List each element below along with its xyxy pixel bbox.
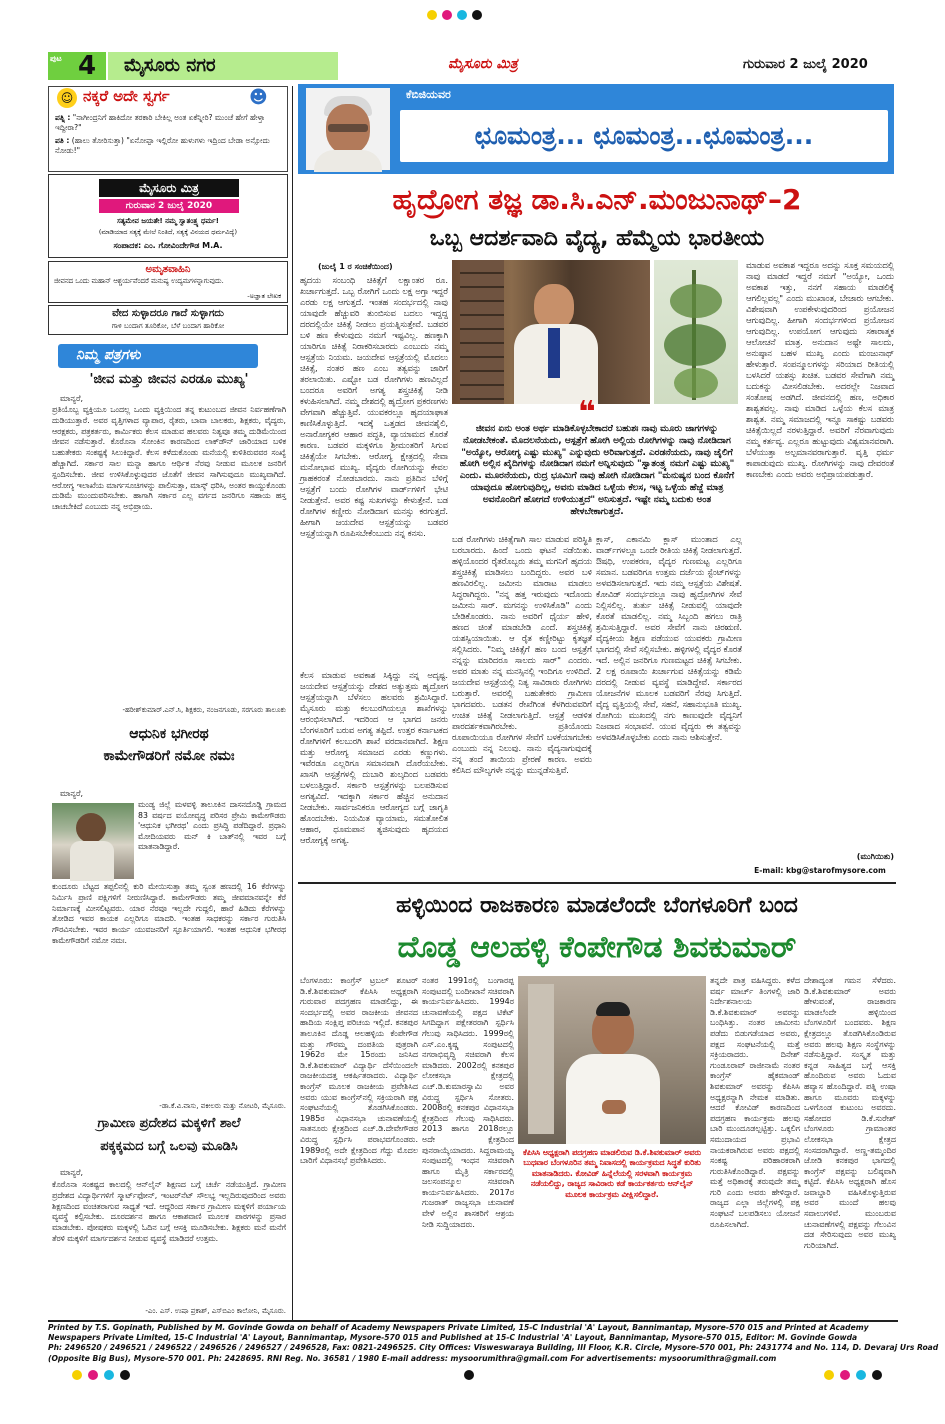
letter-1-signature: -ಹರೀಶ್‌ಕುಮಾರ್.ಎನ್.ಸಿ, ಶಿಕ್ಷಕರು, ನಂಜನಗೂಡು, ಸರಗೂರು ತಾಲೂಕು (122, 706, 286, 714)
registration-mark-bottom-r-black (872, 1370, 882, 1380)
proverb-box (48, 305, 288, 335)
letter-2-title-line1: ಆಧುನಿಕ ಭಗೀರಥ (129, 726, 209, 742)
page-label: ಪುಟ (50, 54, 62, 63)
letter-3-title (52, 1116, 286, 1154)
column-title: ಛೂಮಂತ್ರ... ಛೂಮಂತ್ರ...ಛೂಮಂತ್ರ... (400, 110, 888, 162)
story2-col2: ನಂತರ 1991ರಲ್ಲಿ ಬಂಗಾರಪ್ಪ ಸಂಪುಟದಲ್ಲಿ ಬಂದೀಖಾನೆ ಸಚಿವರಾಗಿ ಕಾರ್ಯನಿರ್ವಹಿಸಿದರು. 1994ರ ಚುನಾವಣೆಯಲ್ಲಿ ಪಕ್ಷದ ಟಿಕೆಟ್ ಸಿಗದಿದ್ದಾಗ ಪಕ್ಷೇತರರಾಗಿ ಸ್ಪರ್ಧಿಸಿ ಗೆಲುವು ಸಾಧಿಸಿದರು. 1999ರಲ್ಲಿ ಎಸ್.ಎಂ.ಕೃಷ್ಣ ಸಂಪುಟದಲ್ಲಿ ನಗರಾಭಿವೃದ್ಧಿ ಸಚಿವರಾಗಿ ಕೆಲಸ ಮಾಡಿದರು. 2002ರಲ್ಲಿ ಕನಕಪುರ ಲೋಕಸಭಾ ಕ್ಷೇತ್ರದಲ್ಲಿ ಎಚ್.ಡಿ.ಕುಮಾರಸ್ವಾಮಿ ಅವರ ವಿರುದ್ಧ ಸ್ಪರ್ಧಿಸಿ ಸೋತರು. 2008ರಲ್ಲಿ ಕನಕಪುರ ವಿಧಾನಸಭಾ ಕ್ಷೇತ್ರದಿಂದ ಗೆಲುವು ಸಾಧಿಸಿದರು. 2013 ಹಾಗೂ 2018ರಲ್ಲೂ ಅದೇ ಕ್ಷೇತ್ರದಿಂದ ಪುನರಾಯ್ಕೆಯಾದರು. ಸಿದ್ದರಾಮಯ್ಯ ಸಂಪುಟದಲ್ಲಿ ಇಂಧನ ಸಚಿವರಾಗಿ ಹಾಗೂ ಮೈತ್ರಿ ಸರ್ಕಾರದಲ್ಲಿ ಜಲಸಂಪನ್ಮೂಲ ಸಚಿವರಾಗಿ ಕಾರ್ಯನಿರ್ವಹಿಸಿದರು. 2017ರ ಗುಜರಾತ್ ರಾಜ್ಯಸಭಾ ಚುನಾವಣೆ ವೇಳೆ ಅಲ್ಲಿನ ಶಾಸಕರಿಗೆ ಆಶ್ರಯ ನೀಡಿ ಸುದ್ದಿಯಾದರು. (422, 976, 514, 1229)
herb-photo (654, 260, 738, 404)
story1-col5: ಮಾಡುವ ಅವಕಾಶ ಇದ್ದರೂ ಅದನ್ನು ಸೂಕ್ತ ಸಮಯದಲ್ಲಿ ನಾವು ಮಾಡದೆ ಇದ್ದರೆ ನಮಗೆ "ಅಯ್ಯೋ, ಒಂದು ಅವಕಾಶ ಇತ್ತು, ನನಗೆ ಸಹಾಯ ಮಾಡಲಿಕ್ಕೆ ಆಗಲಿಲ್ಲವಲ್ಲ" ಎಂದು ಮುಖಾಂತ, ಬೇಜಾರು ಆಗಬೇಕು. ವಿಶೇಷವಾಗಿ ಉಪಕೇಳುವುದರಿಂದ ಪ್ರಯೋಜನ ಆಗುವುದಿಲ್ಲ. ಹೀಗಾಗಿ ಸಂದರ್ಭಗಳಿಂದ ಪ್ರಯೋಜನ ಆಗುವುದಿಲ್ಲ. ಉಪಯೋಗ ಆಗುವುದು ಸಕಾರಾತ್ಮಕ ಆಲೋಚನೆ ಮಾತ್ರ. ಅನುದಾನ ಅಷ್ಟೇ ಸಾಲದು, ಅನುಷ್ಠಾನ ಬಹಳ ಮುಖ್ಯ ಎಂದು ಮಂಜುನಾಥ್ ಹೇಳುತ್ತಾರೆ. ಸಂಪನ್ಮೂಲಗಳನ್ನು ಸರಿಯಾದ ರೀತಿಯಲ್ಲಿ ಬಳಸಿದರೆ ಯಶಸ್ಸು ಖಚಿತ. ಬಡವರ ಸೇವೆಗಾಗಿ ನಮ್ಮ ಬದುಕನ್ನು ಮೀಸಲಿಡಬೇಕು. ಅದರಲ್ಲೇ ನಿಜವಾದ ಸಂತೋಷ ಅಡಗಿದೆ. ಜೀವನದಲ್ಲಿ ಹಣ, ಅಧಿಕಾರ ಶಾಶ್ವತವಲ್ಲ. ನಾವು ಮಾಡಿದ ಒಳ್ಳೆಯ ಕೆಲಸ ಮಾತ್ರ ಶಾಶ್ವತ. ನಮ್ಮ ಸಮಾಜದಲ್ಲಿ ಇನ್ನೂ ಸಾಕಷ್ಟು ಬಡವರು ಚಿಕಿತ್ಸೆಯಿಲ್ಲದೆ ನರಳುತ್ತಿದ್ದಾರೆ. ಅವರಿಗೆ ನೆರವಾಗುವುದು ನಮ್ಮ ಕರ್ತವ್ಯ. ಎಲ್ಲರೂ ಹುಟ್ಟುವುದು ವಿಶ್ವಮಾನವರಾಗಿ. ಬೆಳೆಯುತ್ತಾ ಅಲ್ಪಮಾನವರಾಗುತ್ತಾರೆ. ವೃತ್ತಿ ಧರ್ಮ ಕಾಪಾಡುವುದು ಮುಖ್ಯ. ರೋಗಿಗಳನ್ನು ನಾವು ದೇವರಂತೆ ಕಾಣಬೇಕು ಎಂದು ಅವರು ಅಭಿಪ್ರಾಯಪಡುತ್ತಾರೆ. (746, 260, 894, 479)
registration-mark-bottom-black (120, 1370, 130, 1380)
answer-text: (ಹಾಲು ತೋರಿಸುತ್ತಾ) "ಏನೋಪ್ಪಾ ಇಲ್ಲಿರೋ ಹುಳುಗಳು ಇದ್ರಿಂದ ಬೇಡಾ ಅನ್ಸೋದು ನೋಡು!" (55, 136, 270, 155)
registration-mark-magenta (442, 10, 452, 20)
story2-kicker: ಹಳ್ಳಿಯಿಂದ ರಾಜಕಾರಣ ಮಾಡಲೆಂದೇ ಬೆಂಗಳೂರಿಗೆ ಬಂದ (396, 893, 798, 918)
footer-line-4: (Opposite Big Bus), Mysore-570 001. Ph: 2428695. RNI Reg. No. 36581 / 1980 E-mail address: mysoorumithra@gmail.com For advertisements: mysoorumithra@gmail.com (48, 1353, 777, 1363)
letter-3-salute: ಮಾನ್ಯರೆ, (60, 1168, 84, 1177)
dateline: ಗುರುವಾರ 2 ಜುಲೈ 2020 (743, 57, 868, 72)
story1-email: E-mail: kbg@starofmysore.com (754, 866, 886, 875)
humour-title-bar (49, 87, 287, 109)
column-header-box (298, 84, 894, 174)
registration-mark-bottom-magenta (88, 1370, 98, 1380)
column-author: ಕೆಬಿಜಿಯವರ (406, 88, 451, 101)
story2-col2-continued (422, 1150, 514, 1312)
sidebar-divider (292, 86, 293, 1320)
story2-col4: ದೇಶಾದ್ಯಂತ ಗಮನ ಸೆಳೆದರು. ಡಿ.ಕೆ.ಶಿವಕುಮಾರ್ ಅವರು ಹೇಳುವಂತೆ, ರಾಜಕಾರಣ ಮಾಡಲೆಂದೇ ಹಳ್ಳಿಯಿಂದ ಬೆಂಗಳೂರಿಗೆ ಬಂದವರು. ಶಿಕ್ಷಣ ಕ್ಷೇತ್ರದಲ್ಲೂ ತೊಡಗಿಸಿಕೊಂಡಿರುವ ಅವರು ಹಲವು ಶಿಕ್ಷಣ ಸಂಸ್ಥೆಗಳನ್ನು ನಡೆಸುತ್ತಿದ್ದಾರೆ. ಸಂಸ್ಕೃತ ಮತ್ತು ಕನ್ನಡ ಸಾಹಿತ್ಯದ ಬಗ್ಗೆ ಆಸಕ್ತಿ ಹೊಂದಿರುವ ಅವರು ಓದುವ ಹವ್ಯಾಸ ಹೊಂದಿದ್ದಾರೆ. ಪತ್ನಿ ಉಷಾ ಹಾಗೂ ಮೂವರು ಮಕ್ಕಳನ್ನು ಒಳಗೊಂಡ ಕುಟುಂಬ ಅವರದು. ಸಹೋದರ ಡಿ.ಕೆ.ಸುರೇಶ್ ಬೆಂಗಳೂರು ಗ್ರಾಮಾಂತರ ಲೋಕಸಭಾ ಕ್ಷೇತ್ರದ ಸಂಸದರಾಗಿದ್ದಾರೆ. ಅಣ್ಣ-ತಮ್ಮಂದಿರ ಜೋಡಿ ಕನಕಪುರ ಭಾಗದಲ್ಲಿ ಕಾಂಗ್ರೆಸ್ ಪಕ್ಷವನ್ನು ಬಲಿಷ್ಠವಾಗಿ ಕಟ್ಟಿದೆ. ಕೆಪಿಸಿಸಿ ಅಧ್ಯಕ್ಷರಾಗಿ ಹೊಸ ಜವಾಬ್ದಾರಿ ವಹಿಸಿಕೊಳ್ಳುತ್ತಿರುವ ಅವರ ಮುಂದೆ ಹಲವು ಸವಾಲುಗಳಿವೆ. ಮುಂಬರುವ ಚುನಾವಣೆಗಳಲ್ಲಿ ಪಕ್ಷವನ್ನು ಗೆಲುವಿನ ದಡ ಸೇರಿಸುವುದು ಅವರ ಮುಖ್ಯ ಗುರಿಯಾಗಿದೆ. (804, 976, 896, 1250)
imprint-motto: ಸತ್ಯಮೇವ ಜಯತೇ! ನಮ್ಮ ಸ್ವಾತಂತ್ರ್ಯ ಧರ್ಮ! (117, 217, 219, 225)
letters-header-text: ನಿಮ್ಮ ಪತ್ರಗಳು (76, 347, 141, 363)
page-number: 4 (78, 51, 97, 81)
humour-box (48, 86, 288, 172)
letter-3-body: ಕೊರೊನಾ ಸಂಕಷ್ಟದ ಕಾಲದಲ್ಲಿ ಆನ್‌ಲೈನ್ ಶಿಕ್ಷಣದ ಬಗ್ಗೆ ಚರ್ಚೆ ನಡೆಯುತ್ತಿದೆ. ಗ್ರಾಮೀಣ ಪ್ರದೇಶದ ವಿದ್ಯಾರ್ಥಿಗಳಿಗೆ ಸ್ಮಾರ್ಟ್‌ಫೋನ್, ಇಂಟರ್‌ನೆಟ್ ಸೌಲಭ್ಯ ಇಲ್ಲದಿರುವುದರಿಂದ ಅವರು ಶಿಕ್ಷಣದಿಂದ ವಂಚಿತರಾಗುವ ಸಾಧ್ಯತೆ ಇದೆ. ಆದ್ದರಿಂದ ಸರ್ಕಾರ ಗ್ರಾಮೀಣ ಮಕ್ಕಳಿಗೆ ಪರ್ಯಾಯ ವ್ಯವಸ್ಥೆ ಕಲ್ಪಿಸಬೇಕು. ದೂರದರ್ಶನ ಹಾಗೂ ಆಕಾಶವಾಣಿ ಮೂಲಕ ಪಾಠಗಳನ್ನು ಪ್ರಸಾರ ಮಾಡಬೇಕು. ಪೋಷಕರು ಮಕ್ಕಳಲ್ಲಿ ಓದಿನ ಬಗ್ಗೆ ಆಸಕ್ತಿ ಮೂಡಿಸಬೇಕು. ಶಿಕ್ಷಕರು ಮನೆ ಮನೆಗೆ ತೆರಳಿ ಮಕ್ಕಳಿಗೆ ಮಾರ್ಗದರ್ಶನ ನೀಡುವ ವ್ಯವಸ್ಥೆ ಮಾಡಿದರೆ ಉತ್ತಮ. (52, 1180, 286, 1243)
letter-3-title-line1: ಗ್ರಾಮೀಣ ಪ್ರದೇಶದ ಮಕ್ಕಳಿಗೆ ಶಾಲೆ (97, 1116, 241, 1131)
proverb-title: ವೇದ ಸುಳ್ಳಾದರೂ ಗಾದೆ ಸುಳ್ಳಾಗದು (112, 308, 224, 319)
imprint-editor: ಸಂಪಾದಕ: ಎಂ. ಗೋವಿಂದೇಗೌಡ M.A. (113, 241, 223, 250)
amrutha-title: ಅಮೃತವಾಹಿನಿ (145, 264, 191, 275)
question-label: ಪತ್ನಿ : (55, 113, 71, 122)
question-text: "ನಾಗೀಂದ್ರನಿಗೆ ಹಾಕಿದೋ ತರಕಾರಿ ಬೇಕಿಲ್ಲ ಅಂತ ಏಕೆನ್ನೀರಿ? ಮುಂಚೆ ಹೇಗೆ ಹೇಳ್ತಾ ಇದ್ದೀರಾ?" (55, 113, 265, 132)
story1-col1: ಹೃದಯ ಸಂಬಂಧಿ ಚಿಕಿತ್ಸೆಗೆ ಲಕ್ಷಾಂತರ ರೂ. ಖರ್ಚಾಗುತ್ತದೆ. ಒಬ್ಬ ರೋಗಿಗೆ ಒಂದು ಲಕ್ಷ ಅಗ್ತಾ ಇದ್ದರೆ ಎರಡು ಲಕ್ಷ ಆಗುತ್ತದೆ. ಇಂತಹ ಸಂದರ್ಭದಲ್ಲಿ ನಾವು ಯಾವುದೇ ಹೆಚ್ಚುವರಿ ತುಂಬಿಸುವ ಬದಲು ಇದ್ದದ್ದ ದರದಲ್ಲಿಯೇ ಚಿಕಿತ್ಸೆ ನೀಡಲು ಪ್ರಯತ್ನಿಸುತ್ತೇವೆ. ಬಡವರ ಬಳಿ ಹಣ ಕೇಳುವುದು ನಮಗೆ ಇಷ್ಟವಿಲ್ಲ. ಹಣಕ್ಕಾಗಿ ಯಾರಿಗೂ ಚಿಕಿತ್ಸೆ ನಿರಾಕರಿಸಬಾರದು ಎಂಬುದು ನಮ್ಮ ಆಸ್ಪತ್ರೆಯ ನಿಯಮ. ಜಯದೇವ ಆಸ್ಪತ್ರೆಯಲ್ಲಿ ಮೊದಲು ಚಿಕಿತ್ಸೆ, ನಂತರ ಹಣ ಎಂಬ ತತ್ವವನ್ನು ಜಾರಿಗೆ ತರಲಾಯಿತು. ಎಷ್ಟೋ ಬಡ ರೋಗಿಗಳು ಹಣವಿಲ್ಲದೆ ಬಂದರೂ ಅವರಿಗೆ ಅಗತ್ಯ ಶಸ್ತ್ರಚಿಕಿತ್ಸೆ ನೀಡಿ ಕಳುಹಿಸಲಾಗಿದೆ. ನಮ್ಮ ದೇಶದಲ್ಲಿ ಹೃದ್ರೋಗ ಪ್ರಕರಣಗಳು ವೇಗವಾಗಿ ಹೆಚ್ಚುತ್ತಿವೆ. ಯುವಕರಲ್ಲೂ ಹೃದಯಾಘಾತ ಕಾಣಿಸಿಕೊಳ್ಳುತ್ತಿದೆ. ಇದಕ್ಕೆ ಒತ್ತಡದ ಜೀವನಶೈಲಿ, ಅನಾರೋಗ್ಯಕರ ಆಹಾರ ಪದ್ಧತಿ, ವ್ಯಾಯಾಮದ ಕೊರತೆ ಕಾರಣ. ಬಡವರ ಮಕ್ಕಳಿಗೂ ಶ್ರೀಮಂತರಿಗೆ ಸಿಗುವ ಚಿಕಿತ್ಸೆಯೇ ಸಿಗಬೇಕು. ಆರೋಗ್ಯ ಕ್ಷೇತ್ರದಲ್ಲಿ ಸೇವಾ ಮನೋಭಾವ ಮುಖ್ಯ. ವೈದ್ಯರು ರೋಗಿಯನ್ನು ಕೇವಲ ಗ್ರಾಹಕರಂತೆ ನೋಡಬಾರದು. ನಾನು ಪ್ರತಿದಿನ ಬೆಳಿಗ್ಗೆ ಆಸ್ಪತ್ರೆಗೆ ಬಂದು ರೋಗಿಗಳ ವಾರ್ಡ್‌ಗಳಿಗೆ ಭೇಟಿ ನೀಡುತ್ತೇನೆ. ಅವರ ಕಷ್ಟ ಸುಖಗಳನ್ನು ಕೇಳುತ್ತೇನೆ. ಬಡ ರೋಗಿಗಳ ಕಣ್ಣೀರು ನೋಡಿದಾಗ ಮನಸ್ಸು ಕರಗುತ್ತದೆ. ಹೀಗಾಗಿ ಜಯದೇವ ಆಸ್ಪತ್ರೆಯನ್ನು ಬಡವರ ಆಸ್ಪತ್ರೆಯನ್ನಾಗಿ ರೂಪಿಸಬೇಕೆಂಬುದು ನನ್ನ ಕನಸು. (300, 275, 448, 538)
footer-rule (48, 1320, 898, 1322)
columnist-photo (306, 88, 390, 170)
amrutha-box (48, 261, 288, 303)
kamegowda-photo (52, 803, 134, 879)
registration-mark-bottom-r-yellow (824, 1370, 834, 1380)
footer-line-3: Ph: 2496520 / 2496521 / 2496522 / 2496526 / 2496527 / 2496528, Fax: 0821-2496525. City Offices: Visweswaraya Building, III Floor, K.R. Circle, Mysore-570 001, Ph: 2431774 and No. 114, D. Devaraj Urs Road (48, 1343, 939, 1353)
letter-3-title-line2: ಪಕ್ಕಕ್ಕಮದ ಬಗ್ಗೆ ಒಲವು ಮೂಡಿಸಿ (100, 1139, 238, 1154)
imprint-date: ಗುರುವಾರ 2 ಜುಲೈ 2020 (99, 199, 239, 213)
letter-2-salute: ಮಾನ್ಯರೆ, (60, 789, 84, 798)
story1-headline: ಹೃದ್ರೋಗ ತಜ್ಞ ಡಾ.ಸಿ.ಎನ್.ಮಂಜುನಾಥ್–2 (392, 183, 802, 216)
story1-col5-signoff: (ಮುಗಿಯಿತು) (856, 852, 894, 861)
registration-mark-bottom-yellow (72, 1370, 82, 1380)
registration-mark-yellow (427, 10, 437, 20)
letter-1-body: ಪ್ರತಿಯೊಬ್ಬ ವ್ಯಕ್ತಿಯೂ ಒಂದಲ್ಲ ಒಂದು ವ್ಯಕ್ತಿಯಿಂದ ತನ್ನ ಕುಟುಂಬದ ಜೀವನ ನಿರ್ವಹಣೆಗಾಗಿ ದುಡಿಯುತ್ತಾರೆ. ಅವರ ವೃತ್ತಿಗಳಾದ ವ್ಯಾಪಾರ, ರೈತರು, ಬಾವಾ ಬಾಲಕರು, ಶಿಕ್ಷಕರು, ವೈದ್ಯರು, ಆರಕ್ಷಕರು, ಪತ್ರಕರ್ತರು, ಕಾರ್ಮಿಕರು ಕೆಲಸ ಮಾಡುವ ಹಲವರು ನಿತ್ಯವೂ ತಮ್ಮ ದುಡಿಮೆಯಿಂದ ಜೀವನ ನಡೆಸುತ್ತಾರೆ. ಕೊರೊನಾ ಸೋಂಕಿನ ಕಾರಣದಿಂದ ಲಾಕ್‌ಡೌನ್ ಜಾರಿಯಾದ ಬಳಿಕ ಬಹುತೇಕರು ಸಂಕಷ್ಟಕ್ಕೆ ಸಿಲುಕಿದ್ದಾರೆ. ಕೆಲಸ ಕಳೆದುಕೊಂಡು ಮನೆಯಲ್ಲಿ ಕುಳಿತಿರುವವರ ಸಂಖ್ಯೆ ಹೆಚ್ಚಾಗಿದೆ. ಸರ್ಕಾರ ಸಾಲ ಮನ್ನಾ ಹಾಗೂ ಆರ್ಥಿಕ ನೆರವು ನೀಡುವ ಮೂಲಕ ಜನರಿಗೆ ಸ್ಪಂದಿಸಬೇಕು. ಜೀವ ಉಳಿಸಿಕೊಳ್ಳುವುದರ ಜೊತೆಗೆ ಜೀವನ ಸಾಗಿಸುವುದೂ ಮುಖ್ಯವಾಗಿದೆ. ಆರೋಗ್ಯ ಇಲಾಖೆಯ ಮಾರ್ಗಸೂಚಿಗಳನ್ನು ಪಾಲಿಸುತ್ತಾ, ಮಾಸ್ಕ್ ಧರಿಸಿ, ಅಂತರ ಕಾಯ್ದುಕೊಂಡು ದುಡಿಮೆ ಮುಂದುವರಿಸಬೇಕು. ಹಾಗಾಗಿ ಸರ್ಕಾರ ಎಲ್ಲ ವರ್ಗದ ಜನರಿಗೂ ಸಹಾಯ ಹಸ್ತ ಚಾಚಬೇಕಿದೆ ಎಂಬುದು ನನ್ನ ಅಭಿಪ್ರಾಯ. (52, 405, 286, 512)
answer-label: ಪತಿ : (55, 136, 70, 145)
registration-mark-cyan (457, 10, 467, 20)
amrutha-author: -ಅಜ್ಞಾತ ಲೇಖಕ (247, 292, 281, 300)
section-label: ಮೈಸೂರು ನಗರ (124, 55, 216, 76)
quote-mark-icon: ❝ (578, 395, 596, 430)
story1-col2: ಬಡ ರೋಗಿಗಳು ಚಿಕಿತ್ಸೆಗಾಗಿ ಸಾಲ ಮಾಡುವ ಪರಿಸ್ಥಿತಿ ಬರಬಾರದು. ಹಿಂದೆ ಒಂದು ಘಟನೆ ನಡೆಯಿತು. ಹಳ್ಳಿಯೊಂದರ ರೈತರೊಬ್ಬರು ತಮ್ಮ ಮಗನಿಗೆ ಹೃದಯ ಶಸ್ತ್ರಚಿಕಿತ್ಸೆ ಮಾಡಿಸಲು ಬಂದಿದ್ದರು. ಅವರ ಬಳಿ ಹಣವಿರಲಿಲ್ಲ. ಜಮೀನು ಮಾರಾಟ ಮಾಡಲು ಸಿದ್ಧರಾಗಿದ್ದರು. "ನನ್ನ ಹತ್ತ ಇರುವುದು ಇದೊಂದು ಜಮೀನು ಸಾರ್. ಮಗನನ್ನು ಉಳಿಸಿಕೊಡಿ" ಎಂದು ಬೇಡಿಕೊಂಡರು. ನಾನು ಅವರಿಗೆ ಧೈರ್ಯ ಹೇಳಿ, ಹಣದ ಚಿಂತೆ ಮಾಡಬೇಡಿ ಎಂದೆ. ಶಸ್ತ್ರಚಿಕಿತ್ಸೆ ಯಶಸ್ವಿಯಾಯಿತು. ಆ ರೈತ ಕಣ್ಣೀರಿಟ್ಟು ಕೃತಜ್ಞತೆ ಸಲ್ಲಿಸಿದರು. "ನಿಮ್ಮ ಚಿಕಿತ್ಸೆಗೆ ಹಣ ಬಂದ ಆಸ್ಪತ್ರೆಗೆ ನನ್ನನ್ನು ಮಾರಿದರೂ ಸಾಲದು ಸಾರ್" ಎಂದರು. ಅವರ ಮಾತು ನನ್ನ ಮನಸ್ಸಿನಲ್ಲಿ ಇಂದಿಗೂ ಉಳಿದಿದೆ. ಜಯದೇವ ಆಸ್ಪತ್ರೆಯಲ್ಲಿ ನಿತ್ಯ ಸಾವಿರಾರು ರೋಗಿಗಳು ಬರುತ್ತಾರೆ. ಅವರಲ್ಲಿ ಬಹುತೇಕರು ಗ್ರಾಮೀಣ ಭಾಗದವರು. ಬಡತನ ರೇಖೆಗಿಂತ ಕೆಳಗಿರುವವರಿಗೆ ಉಚಿತ ಚಿಕಿತ್ಸೆ ನೀಡಲಾಗುತ್ತಿದೆ. ಆಸ್ಪತ್ರೆ ಆಡಳಿತ ಪಾರದರ್ಶಕವಾಗಿರಬೇಕು. ಪ್ರತಿಯೊಂದು ರೂಪಾಯಿಯೂ ರೋಗಿಗಳ ಸೇವೆಗೆ ಬಳಕೆಯಾಗಬೇಕು ಎಂಬುದು ನನ್ನ ನಿಲುವು. ನಾನು ವೈದ್ಯನಾಗುವುದಕ್ಕೆ ನನ್ನ ತಂದೆ ತಾಯಿಯ ಪ್ರೇರಣೆ ಕಾರಣ. ಅವರು ಕಲಿಸಿದ ಮೌಲ್ಯಗಳೇ ನನ್ನನ್ನು ಮುನ್ನಡೆಸುತ್ತಿವೆ. (452, 534, 592, 775)
registration-mark-black (472, 10, 482, 20)
proverb-text: ಗಾಳಿ ಬಂದಾಗ ತೂರಿಕೋ, ಬೆಳೆ ಬಂದಾಗ ಹಾರಿಕೋ (111, 322, 225, 330)
letter-1-salute: ಮಾನ್ಯರೆ, (60, 394, 84, 403)
imprint-box (48, 174, 288, 258)
letter-2-title (52, 726, 286, 764)
story2-col3: ತನ್ನದೇ ಪಾತ್ರ ವಹಿಸಿದ್ದರು. ಕಳೆದ ವರ್ಷ ಮಾರ್ಚ್ ತಿಂಗಳಲ್ಲಿ ಜಾರಿ ನಿರ್ದೇಶನಾಲಯ ಡಿ.ಕೆ.ಶಿವಕುಮಾರ್ ಅವರನ್ನು ಬಂಧಿಸಿತ್ತು. ನಂತರ ಜಾಮೀನು ಪಡೆದು ಬಿಡುಗಡೆಯಾದ ಅವರು, ಪಕ್ಷದ ಸಂಘಟನೆಯಲ್ಲಿ ಮತ್ತೆ ಸಕ್ರಿಯರಾದರು. ದಿನೇಶ್ ಗುಂಡೂರಾವ್ ರಾಜೀನಾಮೆ ನಂತರ ಕಾಂಗ್ರೆಸ್ ಹೈಕಮಾಂಡ್ ಶಿವಕುಮಾರ್ ಅವರನ್ನು ಕೆಪಿಸಿಸಿ ಅಧ್ಯಕ್ಷರನ್ನಾಗಿ ನೇಮಕ ಮಾಡಿತು. ಆದರೆ ಕೋವಿಡ್ ಕಾರಣದಿಂದ ಪದಗ್ರಹಣ ಕಾರ್ಯಕ್ರಮ ಹಲವು ಬಾರಿ ಮುಂದೂಡಲ್ಪಟ್ಟಿತ್ತು. ಒಕ್ಕಲಿಗ ಸಮುದಾಯದ ಪ್ರಭಾವಿ ನಾಯಕರಾಗಿರುವ ಅವರು ಪಕ್ಷದಲ್ಲಿ ಸಂಕಷ್ಟ ಪರಿಹಾರಕರಾಗಿ ಗುರುತಿಸಿಕೊಂಡಿದ್ದಾರೆ. ಪಕ್ಷವನ್ನು ಮತ್ತೆ ಅಧಿಕಾರಕ್ಕೆ ತರುವುದೇ ತಮ್ಮ ಗುರಿ ಎಂದು ಅವರು ಹೇಳಿದ್ದಾರೆ. ರಾಜ್ಯದ ಎಲ್ಲಾ ಜಿಲ್ಲೆಗಳಲ್ಲಿ ಪಕ್ಷ ಸಂಘಟನೆ ಬಲಪಡಿಸಲು ಯೋಜನೆ ರೂಪಿಸಲಾಗಿದೆ. (710, 976, 800, 1229)
letter-2-body-top: ಮಂಡ್ಯ ಜಿಲ್ಲೆ ಮಳವಳ್ಳಿ ತಾಲೂಕಿನ ದಾಸನದೊಡ್ಡಿ ಗ್ರಾಮದ 83 ವರ್ಷದ ವಯೋವೃದ್ಧ ಪರಿಸರ ಪ್ರೇಮಿ ಕಾಮೇಗೌಡರು 'ಆಧುನಿಕ ಭಗೀರಥ' ಎಂದು ಪ್ರಸಿದ್ಧಿ ಪಡೆದಿದ್ದಾರೆ. ಪ್ರಧಾನಿ ಮೋದಿಯವರು ಮನ್ ಕಿ ಬಾತ್‌ನಲ್ಲಿ ಇವರ ಬಗ್ಗೆ ಮಾತನಾಡಿದ್ದಾರೆ. (138, 800, 286, 851)
letter-2-title-line2: ಕಾಮೇಗೌಡರಿಗೆ ನಮೋ ನಮಃ (103, 748, 235, 764)
story2-headline: ದೊಡ್ಡ ಆಲಹಳ್ಳಿ ಕೆಂಪೇಗೌಡ ಶಿವಕುಮಾರ್ (397, 930, 797, 965)
amrutha-text: ಜೀವನದ ಒಂದು ಮಹಾನ್ ಆಶ್ಚರ್ಯವೆಂದರೆ ಮನುಷ್ಯ ಉದ್ಯಮಗಳನ್ನಾಗುವುದು. (54, 277, 224, 285)
story-divider (298, 882, 896, 884)
masthead-logo: ಮೈಸೂರು ಮಿತ್ರ (448, 56, 518, 72)
imprint-logo: ಮೈಸೂರು ಮಿತ್ರ (99, 179, 239, 197)
story1-subhead: ಒಬ್ಬ ಆದರ್ಶವಾದಿ ವೈದ್ಯ, ಹೆಮ್ಮೆಯ ಭಾರತೀಯ (429, 226, 765, 251)
imprint-motto-2: (ಮಾಡಿಯಾದ ಸತ್ಯಕ್ಕೆ ಮೇಲೆ ನಿಂತಿದೆ, ಸತ್ಯಕ್ಕೆ ವಿನಯದ ಧರ್ಮವಿದ್ಯೆ) (98, 228, 238, 236)
section-label-box (108, 52, 338, 80)
letter-1-title: 'ಜೀವ ಮತ್ತು ಜೀವನ ಎರಡೂ ಮುಖ್ಯ' (89, 372, 249, 387)
masthead (48, 52, 898, 80)
laughing-face-icon: ☺ (57, 88, 77, 108)
letter-2-signature: -ಡಾ.ಕೆ.ವಿ.ವಾಸು, ವಕೀಲರು ಮತ್ತು ನೋಟರಿ, ಮೈಸೂರು. (159, 1102, 286, 1110)
footer-line-2: Newspapers Private Limited, 15-C Industrial 'A' Layout, Bannimantap, Mysore-570 015 and Published at 15-C Industrial 'A' Layout, Bannimantap, Mysore-570 015, Editor: M. Govinde Gowda (48, 1333, 858, 1343)
footer-imprint (48, 1323, 939, 1364)
letters-header (58, 344, 258, 368)
cartoon-figure-icon: ☻ (249, 87, 268, 108)
registration-mark-bottom-r-cyan (856, 1370, 866, 1380)
shivakumar-photo (518, 976, 706, 1144)
shivakumar-photo-caption: ಕೆಪಿಸಿಸಿ ಅಧ್ಯಕ್ಷರಾಗಿ ಪದಗ್ರಹಣ ಮಾಡಲಿರುವ ಡಿ.ಕೆ.ಶಿವಕುಮಾರ್ ಅವರು ಬುಧವಾರ ಬೆಂಗಳೂರಿನ ತಮ್ಮ ನಿವಾಸದಲ್ಲಿ ಕಾರ್ಯಕ್ರಮದ ಸಿದ್ಧತೆ ಕುರಿತು ಮಾತನಾಡಿದರು. ಕೋವಿಡ್ ಹಿನ್ನೆಲೆಯಲ್ಲಿ ಸರಳವಾಗಿ ಕಾರ್ಯಕ್ರಮ ನಡೆಯಲಿದ್ದು, ರಾಜ್ಯದ ಸಾವಿರಾರು ಕಡೆ ಕಾರ್ಯಕರ್ತರು ಆನ್‌ಲೈನ್ ಮೂಲಕ ಕಾರ್ಯಕ್ರಮ ವೀಕ್ಷಿಸಲಿದ್ದಾರೆ. (523, 1148, 701, 1199)
registration-mark-bottom-cyan (104, 1370, 114, 1380)
registration-mark-bottom-r-magenta (840, 1370, 850, 1380)
manjunath-photo (452, 260, 650, 404)
footer-line-1: Printed by T.S. Gopinath, Published by M. Govinde Gowda on behalf of Academy Newspapers Private Limited, 15-C Industrial 'A' Layout, Bannimantap, Mysore-570 015 and Printed at Academy (48, 1323, 869, 1332)
story1-col4: ಕೆಲಸ ಮಾಡುವ ಅವಕಾಶ ಸಿಕ್ಕಿದ್ದು ನನ್ನ ಅದೃಷ್ಟ. ಜಯದೇವ ಆಸ್ಪತ್ರೆಯನ್ನು ದೇಶದ ಅತ್ಯುತ್ತಮ ಹೃದ್ರೋಗ ಆಸ್ಪತ್ರೆಯನ್ನಾಗಿ ಬೆಳೆಸಲು ಹಲವರು ಶ್ರಮಿಸಿದ್ದಾರೆ. ಮೈಸೂರು ಮತ್ತು ಕಲಬುರಗಿಯಲ್ಲೂ ಶಾಖೆಗಳನ್ನು ಆರಂಭಿಸಲಾಗಿದೆ. ಇದರಿಂದ ಆ ಭಾಗದ ಜನರು ಬೆಂಗಳೂರಿಗೆ ಬರುವ ಅಗತ್ಯ ತಪ್ಪಿದೆ. ಉತ್ತರ ಕರ್ನಾಟಕದ ರೋಗಿಗಳಿಗೆ ಕಲಬುರಗಿ ಶಾಖೆ ವರದಾನವಾಗಿದೆ. ಶಿಕ್ಷಣ ಮತ್ತು ಆರೋಗ್ಯ ಸಮಾಜದ ಎರಡು ಕಣ್ಣುಗಳು. ಇವೆರಡೂ ಎಲ್ಲರಿಗೂ ಸಮಾನವಾಗಿ ದೊರೆಯಬೇಕು. ಖಾಸಗಿ ಆಸ್ಪತ್ರೆಗಳಲ್ಲಿ ದುಬಾರಿ ಶುಲ್ಕದಿಂದ ಬಡವರು ಬಳಲುತ್ತಿದ್ದಾರೆ. ಸರ್ಕಾರಿ ಆಸ್ಪತ್ರೆಗಳನ್ನು ಬಲಪಡಿಸುವ ಅಗತ್ಯವಿದೆ. ಇದಕ್ಕಾಗಿ ಸರ್ಕಾರ ಹೆಚ್ಚಿನ ಅನುದಾನ ನೀಡಬೇಕು. ಸಾರ್ವಜನಿಕರೂ ಆರೋಗ್ಯದ ಬಗ್ಗೆ ಜಾಗೃತಿ ಹೊಂದಬೇಕು. ನಿಯಮಿತ ವ್ಯಾಯಾಮ, ಸಮತೋಲಿತ ಆಹಾರ, ಧೂಮಪಾನ ತ್ಯಜಿಸುವುದು ಹೃದಯದ ಆರೋಗ್ಯಕ್ಕೆ ಅಗತ್ಯ. (300, 670, 448, 845)
letter-2-body: ಕುಂದೂರು ಬೆಟ್ಟದ ತಪ್ಪಲಿನಲ್ಲಿ ಕುರಿ ಮೇಯಿಸುತ್ತಾ ತಮ್ಮ ಸ್ವಂತ ಹಣದಲ್ಲಿ 16 ಕೆರೆಗಳನ್ನು ನಿರ್ಮಿಸಿ ಪ್ರಾಣಿ ಪಕ್ಷಿಗಳಿಗೆ ನೀರುಣಿಸಿದ್ದಾರೆ. ಕಾಮೇಗೌಡರು ತಮ್ಮ ಜೀವಮಾನವನ್ನೇ ಕೆರೆ ನಿರ್ಮಾಣಕ್ಕೆ ಮೀಸಲಿಟ್ಟವರು. ಯಾರ ನೆರವೂ ಇಲ್ಲದೇ ಗುದ್ದಲಿ, ಹಾರೆ ಹಿಡಿದು ಕೆರೆಗಳನ್ನು ತೋಡಿದ ಇವರ ಕಾಯಕ ಎಲ್ಲರಿಗೂ ಮಾದರಿ. ಇಂತಹ ಸಾಧಕರನ್ನು ಸರ್ಕಾರ ಗುರುತಿಸಿ ಗೌರವಿಸಬೇಕು. ಇವರ ಕಾರ್ಯ ಯುವಜನರಿಗೆ ಸ್ಫೂರ್ತಿಯಾಗಲಿ. ಇಂತಹ ಆಧುನಿಕ ಭಗೀರಥ ಕಾಮೇಗೌಡರಿಗೆ ನಮೋ ನಮಃ. (52, 882, 286, 945)
story1-pullquote: ಜೀವನ ಏನು ಅಂತ ಅರ್ಥ ಮಾಡಿಕೊಳ್ಳಬೇಕಾದರೆ ಬಹುಶಃ ನಾವು ಮೂರು ಜಾಗಗಳನ್ನು ನೋಡಬೇಕಂತೆ. ಮೊದಲನೆಯದು, ಆಸ್ಪತ್ರೆಗೆ ಹೋಗಿ ಅಲ್ಲಿಯ ರೋಗಿಗಳನ್ನು ನಾವು ನೋಡಿದಾಗ "ಅಯ್ಯೋ, ಆರೋಗ್ಯ ಎಷ್ಟು ಮುಖ್ಯ" ಎನ್ನುವುದು ಅರಿವಾಗುತ್ತದೆ. ಎರಡನೆಯದು, ನಾವು ಜೈಲಿಗೆ ಹೋಗಿ ಅಲ್ಲಿನ ಖೈದಿಗಳನ್ನು ನೋಡಿದಾಗ ನಮಗೆ ಅನ್ನಿಸುವುದು "ಸ್ವಾತಂತ್ರ್ಯ ನಮಗೆ ಎಷ್ಟು ಮುಖ್ಯ" ಎಂದು. ಮೂರನೆಯದು, ರುದ್ರ ಭೂಮಿಗೆ ನಾವು ಹೋಗಿ ನೋಡಿದಾಗ "ಮನುಷ್ಯನ ಬಂದ ಕೊನೆಗೆ ಯಾವುದೂ ಹೋಗುವುದಿಲ್ಲ, ಅವನು ಮಾಡಿದ ಒಳ್ಳೆಯ ಕೆಲಸ, ಇಟ್ಟ ಒಳ್ಳೆಯ ಹೆಜ್ಜೆ ಮಾತ್ರ ಅವನೊಂದಿಗೆ ಹೋಗದೆ ಉಳಿಯುತ್ತದೆ" ಅನಿಸುತ್ತದೆ. ಇಷ್ಟೇ ನಮ್ಮ ಬದುಕು ಅಂತ ಹೇಳಬೇಕಾಗುತ್ತದೆ. (459, 424, 735, 517)
page-number-badge (48, 52, 106, 80)
story1-col3: ಕ್ಲಾಸ್, ಎಕಾನಮಿ ಕ್ಲಾಸ್ ಮುಂತಾದ ಎಲ್ಲ ವಾರ್ಡ್‌ಗಳಲ್ಲೂ ಒಂದೇ ರೀತಿಯ ಚಿಕಿತ್ಸೆ ನೀಡಲಾಗುತ್ತದೆ. ಔಷಧಿ, ಉಪಕರಣ, ವೈದ್ಯರ ಗುಣಮಟ್ಟ ಎಲ್ಲರಿಗೂ ಸಮಾನ. ಬಡವರಿಗೂ ಉತ್ತಮ ದರ್ಜೆಯ ಸ್ಟೆಂಟ್‌ಗಳನ್ನು ಅಳವಡಿಸಲಾಗುತ್ತದೆ. ಇದು ನಮ್ಮ ಆಸ್ಪತ್ರೆಯ ವಿಶೇಷತೆ. ಕೋವಿಡ್ ಸಂದರ್ಭದಲ್ಲೂ ನಾವು ಹೃದ್ರೋಗಿಗಳ ಸೇವೆ ನಿಲ್ಲಿಸಲಿಲ್ಲ. ತುರ್ತು ಚಿಕಿತ್ಸೆ ನೀಡುವಲ್ಲಿ ಯಾವುದೇ ಕೊರತೆ ಮಾಡಲಿಲ್ಲ. ನಮ್ಮ ಸಿಬ್ಬಂದಿ ಹಗಲು ರಾತ್ರಿ ಶ್ರಮಿಸುತ್ತಿದ್ದಾರೆ. ಅವರ ಸೇವೆಗೆ ನಾನು ಚಿರಋಣಿ. ವೈದ್ಯಕೀಯ ಶಿಕ್ಷಣ ಪಡೆಯುವ ಯುವಕರು ಗ್ರಾಮೀಣ ಭಾಗದಲ್ಲಿ ಸೇವೆ ಸಲ್ಲಿಸಬೇಕು. ಹಳ್ಳಿಗಳಲ್ಲಿ ವೈದ್ಯರ ಕೊರತೆ ಇದೆ. ಅಲ್ಲಿನ ಜನರಿಗೂ ಗುಣಮಟ್ಟದ ಚಿಕಿತ್ಸೆ ಸಿಗಬೇಕು. 2 ಲಕ್ಷ ರೂಪಾಯಿ ಖರ್ಚಾಗುವ ಚಿಕಿತ್ಸೆಯನ್ನು ಕಡಿಮೆ ದರದಲ್ಲಿ ನೀಡುವ ವ್ಯವಸ್ಥೆ ಮಾಡಿದ್ದೇವೆ. ಸರ್ಕಾರದ ಯೋಜನೆಗಳ ಮೂಲಕ ಬಡವರಿಗೆ ನೆರವು ಸಿಗುತ್ತಿದೆ. ವೈದ್ಯ ವೃತ್ತಿಯಲ್ಲಿ ಸೇವೆ, ಸಹನೆ, ಸಹಾನುಭೂತಿ ಮುಖ್ಯ. ರೋಗಿಯ ಮುಖದಲ್ಲಿ ನಗು ಕಾಣುವುದೇ ವೈದ್ಯನಿಗೆ ನಿಜವಾದ ಸಂಭಾವನೆ. ಯುವ ವೈದ್ಯರು ಈ ತತ್ವವನ್ನು ಅಳವಡಿಸಿಕೊಳ್ಳಬೇಕು ಎಂದು ನಾನು ಆಶಿಸುತ್ತೇನೆ. (596, 534, 742, 742)
registration-mark-bottom-black-2 (464, 1370, 474, 1380)
story2-col1: ಬೆಂಗಳೂರು: ಕಾಂಗ್ರೆಸ್ ಟ್ರಬಲ್ ಶೂಟರ್ ಡಿ.ಕೆ.ಶಿವಕುಮಾರ್ ಕೆಪಿಸಿಸಿ ಅಧ್ಯಕ್ಷರಾಗಿ ಗುರುವಾರ ಪದಗ್ರಹಣ ಮಾಡಲಿದ್ದು, ಈ ಸಂದರ್ಭದಲ್ಲಿ ಅವರ ರಾಜಕೀಯ ಜೀವನದ ಹಾದಿಯ ಸಂಕ್ಷಿಪ್ತ ಪರಿಚಯ ಇಲ್ಲಿದೆ. ಕನಕಪುರ ತಾಲೂಕಿನ ದೊಡ್ಡ ಆಲಹಳ್ಳಿಯ ಕೆಂಪೇಗೌಡ ಮತ್ತು ಗೌರಮ್ಮ ದಂಪತಿಯ ಪುತ್ರರಾಗಿ 1962ರ ಮೇ 15ರಂದು ಜನಿಸಿದ ಡಿ.ಕೆ.ಶಿವಕುಮಾರ್ ವಿದ್ಯಾರ್ಥಿ ದೆಸೆಯಿಂದಲೇ ರಾಜಕೀಯದತ್ತ ಆಕರ್ಷಿತರಾದರು. ವಿದ್ಯಾರ್ಥಿ ಕಾಂಗ್ರೆಸ್ ಮೂಲಕ ರಾಜಕೀಯ ಪ್ರವೇಶಿಸಿದ ಅವರು ಯುವ ಕಾಂಗ್ರೆಸ್‌ನಲ್ಲಿ ಸಕ್ರಿಯರಾಗಿ ಪಕ್ಷ ಸಂಘಟನೆಯಲ್ಲಿ ತೊಡಗಿಸಿಕೊಂಡರು. 1985ರ ವಿಧಾನಸಭಾ ಚುನಾವಣೆಯಲ್ಲಿ ಸಾತನೂರು ಕ್ಷೇತ್ರದಿಂದ ಎಚ್.ಡಿ.ದೇವೇಗೌಡರ ವಿರುದ್ಧ ಸ್ಪರ್ಧಿಸಿ ಪರಾಭವಗೊಂಡರು. 1989ರಲ್ಲಿ ಅದೇ ಕ್ಷೇತ್ರದಿಂದ ಗೆದ್ದು ಮೊದಲ ಬಾರಿಗೆ ವಿಧಾನಸಭೆ ಪ್ರವೇಶಿಸಿದರು. (300, 976, 418, 1166)
letter-3-signature: -ಎಂ. ಎಸ್. ಉಷಾ ಪ್ರಕಾಶ್, ಎಸ್‌ಬಿಎಂ ಕಾಲೋನಿ, ಮೈಸೂರು. (145, 1307, 286, 1315)
humour-title: ನಕ್ಕರೆ ಅದೇ ಸ್ವರ್ಗ (83, 87, 170, 105)
story1-continued: (ಜುಲೈ 1 ರ ಸಂಚಿಕೆಯಿಂದ) (318, 262, 393, 271)
